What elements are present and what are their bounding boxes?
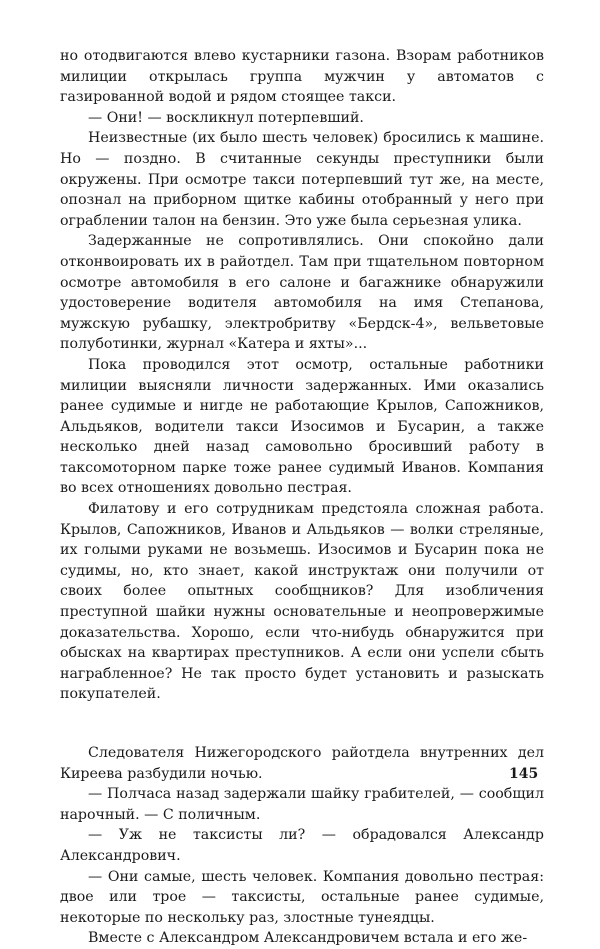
paragraph-10: — Они самые, шесть человек. Компания довольно пестрая: двое или трое — таксисты, остальные ранее судимые, некоторые по нескольку раз, злостные тунеядцы. [60, 868, 544, 926]
page-number: 145 [509, 766, 539, 782]
paragraph-5: Пока проводился этот осмотр, остальные работники милиции выясняли личности задержанных. Ими оказались ранее судимые и нигде не работающие Крылов, Сапожников, Альдьяков, водители такси Изосимов и Бусарин, а также несколько дней назад самовольно бросивший работу в таксомоторном парке тоже ранее судимый Иванов. Компания во всех отношениях довольно пестрая. [60, 356, 544, 497]
paragraph-8: — Полчаса назад задержали шайку грабителей, — сообщил нарочный. — С поличным. [60, 786, 544, 823]
paragraph-7: Следователя Нижегородского райотдела внутренних дел Киреева разбудили ночью. [60, 745, 544, 782]
paragraph-9: — Уж не таксисты ли? — обрадовался Александр Александрович. [60, 827, 544, 864]
section-break [60, 705, 544, 743]
paragraph-11: Вместе с Александром Александровичем встала и его же- [88, 930, 528, 947]
paragraph-3: Неизвестные (их было шесть человек) бросились к машине. Но — поздно. В считанные секунды преступники были окружены. При осмотре такси потерпевший тут же, на месте, опознал на приборном щитке кабины отобранный у него при ограблении талон на бензин. Это уже была серьезная улика. [60, 130, 544, 229]
book-page [60, 46, 544, 949]
paragraph-4: Задержанные не сопротивлялись. Они спокойно дали отконвоировать их в райотдел. Там при тщательном повторном осмотре автомобиля в его салоне и багажнике обнаружили удостоверение водителя автомобиля на имя Степанова, мужскую рубашку, электробритву «Бердск-4», вельветовые полуботинки, журнал «Катера и яхты»... [60, 233, 544, 353]
paragraph-2: — Они! — воскликнул потерпевший. [88, 109, 364, 126]
paragraph-1: но отодвигаются влево кустарники газона. Взорам работников милиции открылась группа мужчин у автоматов с газированной водой и рядом стоящее такси. [60, 48, 544, 106]
paragraph-6: Филатову и его сотрудникам предстояла сложная работа. Крылов, Сапожников, Иванов и Альдьяков — волки стреляные, их голыми руками не возьмешь. Изосимов и Бусарин пока не судимы, но, кто знает, какой инструктаж они получили от своих более опытных сообщников? Для изобличения преступной шайки нужны основательные и неопровержимые доказательства. Хорошо, если что-нибудь обнаружится при обысках на квартирах преступников. А если они успели сбыть награбленное? Не так просто будет установить и разыскать покупателей. [60, 501, 544, 703]
